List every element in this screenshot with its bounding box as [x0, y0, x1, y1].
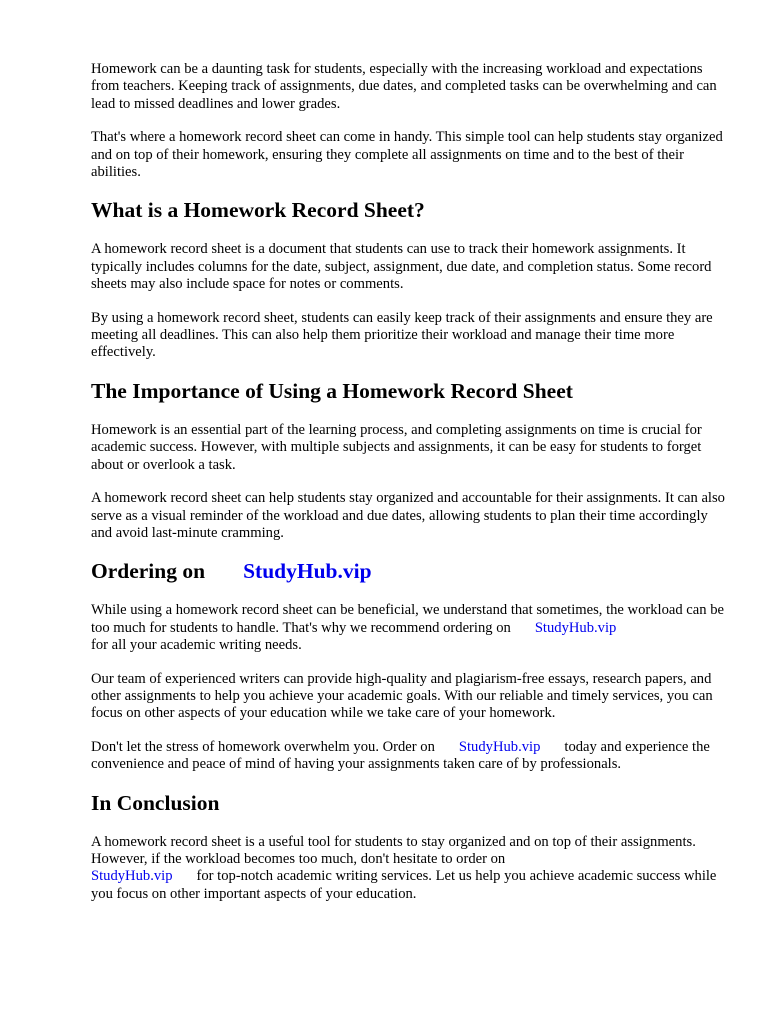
- ordering-p1-studyhub-link[interactable]: StudyHub.vip: [534, 619, 617, 636]
- what-paragraph-2: By using a homework record sheet, students can easily keep track of their assignments and ensure they are meeting all deadlines. This can also help them prioritize their workload and manage their time more effectively.: [91, 309, 713, 361]
- conclusion-p1-text-after: for top-notch academic writing services. Let us help you achieve academic success while you focus on other important aspects of your education.: [91, 868, 717, 902]
- document-body: [91, 61, 731, 919]
- ordering-p3-text-before: Don't let the stress of homework overwhelm you. Order on: [91, 738, 435, 755]
- importance-paragraph-2: A homework record sheet can help students stay organized and accountable for their assignments. It can also serve as a visual reminder of the workload and due dates, allowing students to plan their time accordingly and avoid last-minute cramming.: [91, 490, 725, 541]
- heading-ordering: [91, 558, 731, 584]
- conclusion-studyhub-link[interactable]: StudyHub.vip: [91, 868, 173, 885]
- ordering-p1-text-after: for all your academic writing needs.: [91, 637, 302, 654]
- ordering-paragraph-2: Our team of experienced writers can provide high-quality and plagiarism-free essays, research papers, and other assignments to help you achieve your academic goals. With our reliable and timely services, you can focus on other aspects of your education while we take care of your homework.: [91, 670, 713, 722]
- heading-conclusion: In Conclusion: [91, 790, 220, 815]
- intro-paragraph-2: That's where a homework record sheet can come in handy. This simple tool can help students stay organized and on top of their homework, ensuring they complete all assignments on time and to the best of their abilities.: [91, 129, 723, 181]
- ordering-p1-text-before: While using a homework record sheet can be beneficial, we understand that sometimes, the workload can be too much for students to handle. That's why we recommend ordering on: [91, 602, 724, 636]
- conclusion-p1-text-before: A homework record sheet is a useful tool for students to stay organized and on top of their assignments. However, if the workload becomes too much, don't hesitate to order on: [91, 833, 696, 867]
- ordering-paragraph-3: [91, 739, 731, 774]
- heading-what-is: What is a Homework Record Sheet?: [91, 198, 425, 223]
- heading-studyhub-link[interactable]: StudyHub.vip: [243, 559, 372, 584]
- ordering-p3-studyhub-link[interactable]: StudyHub.vip: [458, 738, 541, 755]
- conclusion-paragraph-1: [91, 834, 731, 904]
- importance-paragraph-1: Homework is an essential part of the learning process, and completing assignments on time is crucial for academic success. However, with multiple subjects and assignments, it can be easy for students to forget about or overlook a task.: [91, 421, 702, 473]
- ordering-paragraph-1: [91, 602, 731, 654]
- heading-ordering-prefix: Ordering on: [91, 559, 206, 584]
- ordering-p3-text-after: today and experience the convenience and peace of mind of having your assignments taken care of by professionals.: [91, 738, 710, 773]
- what-paragraph-1: A homework record sheet is a document that students can use to track their homework assignments. It typically includes columns for the date, subject, assignment, due date, and completion status. Some record sheets may also include space for notes or comments.: [91, 241, 712, 293]
- intro-paragraph-1: Homework can be a daunting task for students, especially with the increasing workload and expectations from teachers. Keeping track of assignments, due dates, and completed tasks can be overwhelming and can lead to missed deadlines and lower grades.: [91, 61, 717, 112]
- heading-importance: The Importance of Using a Homework Record Sheet: [91, 378, 573, 403]
